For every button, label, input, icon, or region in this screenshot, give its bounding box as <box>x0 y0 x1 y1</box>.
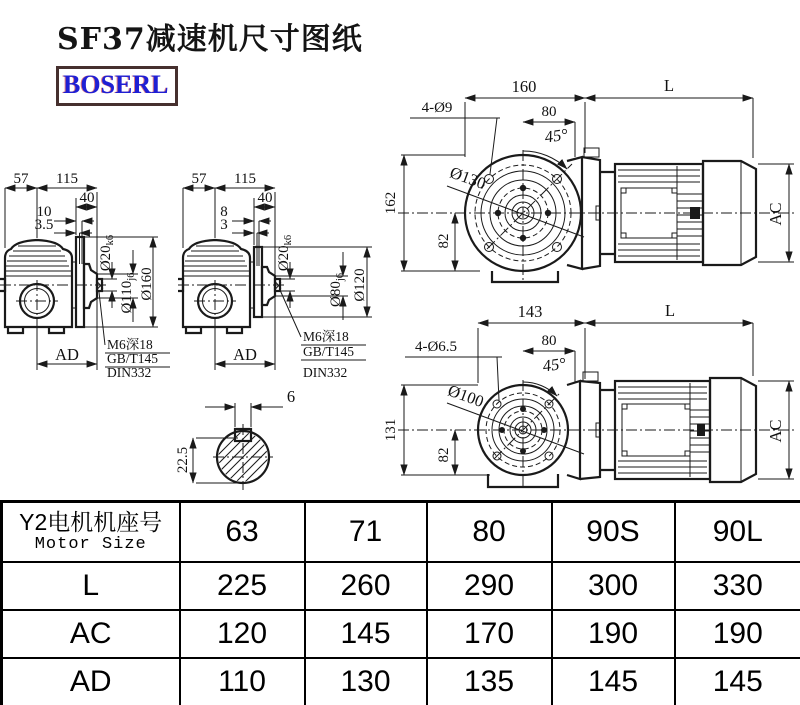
table-row <box>2 562 800 610</box>
table-row <box>2 610 800 658</box>
cell: 120 <box>180 610 305 658</box>
note-a-thread: M6深18 <box>107 337 153 352</box>
cell: 130 <box>305 658 427 705</box>
dim-d-angle: 45° <box>541 353 567 376</box>
dim-c-162: 162 <box>383 191 399 215</box>
view-c-drawing <box>383 76 795 283</box>
cell: 145 <box>552 658 675 705</box>
cell: 290 <box>427 562 552 610</box>
dim-a-shaft: $Ø20_{k6}$ <box>98 234 116 272</box>
brand-logo: BOSERL <box>56 66 178 106</box>
note-b-thread: M6深18 <box>303 329 349 344</box>
cell: 330 <box>675 562 800 610</box>
dim-b-40: 40 <box>257 190 273 206</box>
note-b-gb: GB/T145 <box>303 344 355 359</box>
dim-b-115: 115 <box>234 171 256 187</box>
cell: 190 <box>552 610 675 658</box>
row-label-l: L <box>2 562 180 610</box>
cell: 170 <box>427 610 552 658</box>
view-d-dimensions <box>383 301 794 479</box>
cell: 260 <box>305 562 427 610</box>
dim-a-40: 40 <box>79 190 95 206</box>
dim-a-10: 10 <box>36 204 52 220</box>
table-header-motor-size <box>2 502 180 562</box>
dim-d-ac: AC <box>766 419 785 443</box>
dim-c-bolt-circle: Ø130 <box>447 162 489 194</box>
dim-b-spigot: $Ø80_{j6}$ <box>328 272 346 308</box>
dim-d-82: 82 <box>436 447 452 463</box>
cell: 110 <box>180 658 305 705</box>
cell: 135 <box>427 658 552 705</box>
view-d-drawing <box>383 301 795 487</box>
dim-b-57: 57 <box>191 171 207 187</box>
col-90s: 90S <box>552 502 675 562</box>
note-a-gb: GB/T145 <box>107 351 159 366</box>
cell: 190 <box>675 610 800 658</box>
col-63: 63 <box>180 502 305 562</box>
header-cn: Y2电机机座号 <box>19 509 163 536</box>
col-90l: 90L <box>675 502 800 562</box>
header-en: Motor Size <box>34 535 147 555</box>
col-80: 80 <box>427 502 552 562</box>
cell: 225 <box>180 562 305 610</box>
view-c-dimensions <box>383 76 794 271</box>
dim-d-L: L <box>664 301 676 320</box>
dim-c-holes: 4-Ø9 <box>421 100 453 116</box>
shaft-section-drawing <box>154 387 336 500</box>
dim-b-ad: AD <box>233 345 257 364</box>
dim-c-80: 80 <box>541 104 557 120</box>
dim-c-angle: 45° <box>543 124 569 147</box>
dim-key-depth: 22.5 <box>175 446 191 474</box>
dim-c-ac: AC <box>766 202 785 226</box>
dim-a-ad: AD <box>55 345 79 364</box>
dim-b-flange: Ø120 <box>352 268 368 302</box>
dim-c-L: L <box>663 76 675 95</box>
cell: 145 <box>305 610 427 658</box>
dim-d-holes: 4-Ø6.5 <box>414 339 458 355</box>
dim-b-shaft: $Ø20_{k6}$ <box>276 234 294 272</box>
note-b-din: DIN332 <box>303 365 348 380</box>
dim-a-115: 115 <box>56 171 78 187</box>
dim-d-131: 131 <box>383 418 399 442</box>
dim-b-3: 3 <box>220 217 228 233</box>
dim-d-bolt-circle: Ø100 <box>445 380 487 412</box>
note-a-din: DIN332 <box>107 365 152 380</box>
dim-c-82: 82 <box>436 233 452 249</box>
dim-d-143: 143 <box>517 302 543 321</box>
table-row <box>2 658 800 705</box>
view-c-housing-motor <box>492 148 756 282</box>
dim-a-3-5: 3.5 <box>34 217 54 233</box>
row-label-ad: AD <box>2 658 180 705</box>
row-label-ac: AC <box>2 610 180 658</box>
cell: 300 <box>552 562 675 610</box>
dim-a-flange: Ø160 <box>139 267 155 301</box>
table-header-row <box>2 502 800 562</box>
col-71: 71 <box>305 502 427 562</box>
motor-size-table <box>0 500 800 705</box>
cell: 145 <box>675 658 800 705</box>
view-a-drawing <box>0 171 170 380</box>
dim-d-80: 80 <box>541 333 557 349</box>
view-d-housing-motor <box>488 372 756 487</box>
dim-a-57: 57 <box>13 171 29 187</box>
dim-b-8: 8 <box>220 204 228 220</box>
dim-a-spigot: $Ø110_{j6}$ <box>119 272 137 314</box>
page-title: SF37减速机尺寸图纸 <box>57 22 363 57</box>
view-b-drawing <box>178 171 372 380</box>
dim-c-160: 160 <box>511 77 537 96</box>
dim-key-width: 6 <box>286 387 296 406</box>
